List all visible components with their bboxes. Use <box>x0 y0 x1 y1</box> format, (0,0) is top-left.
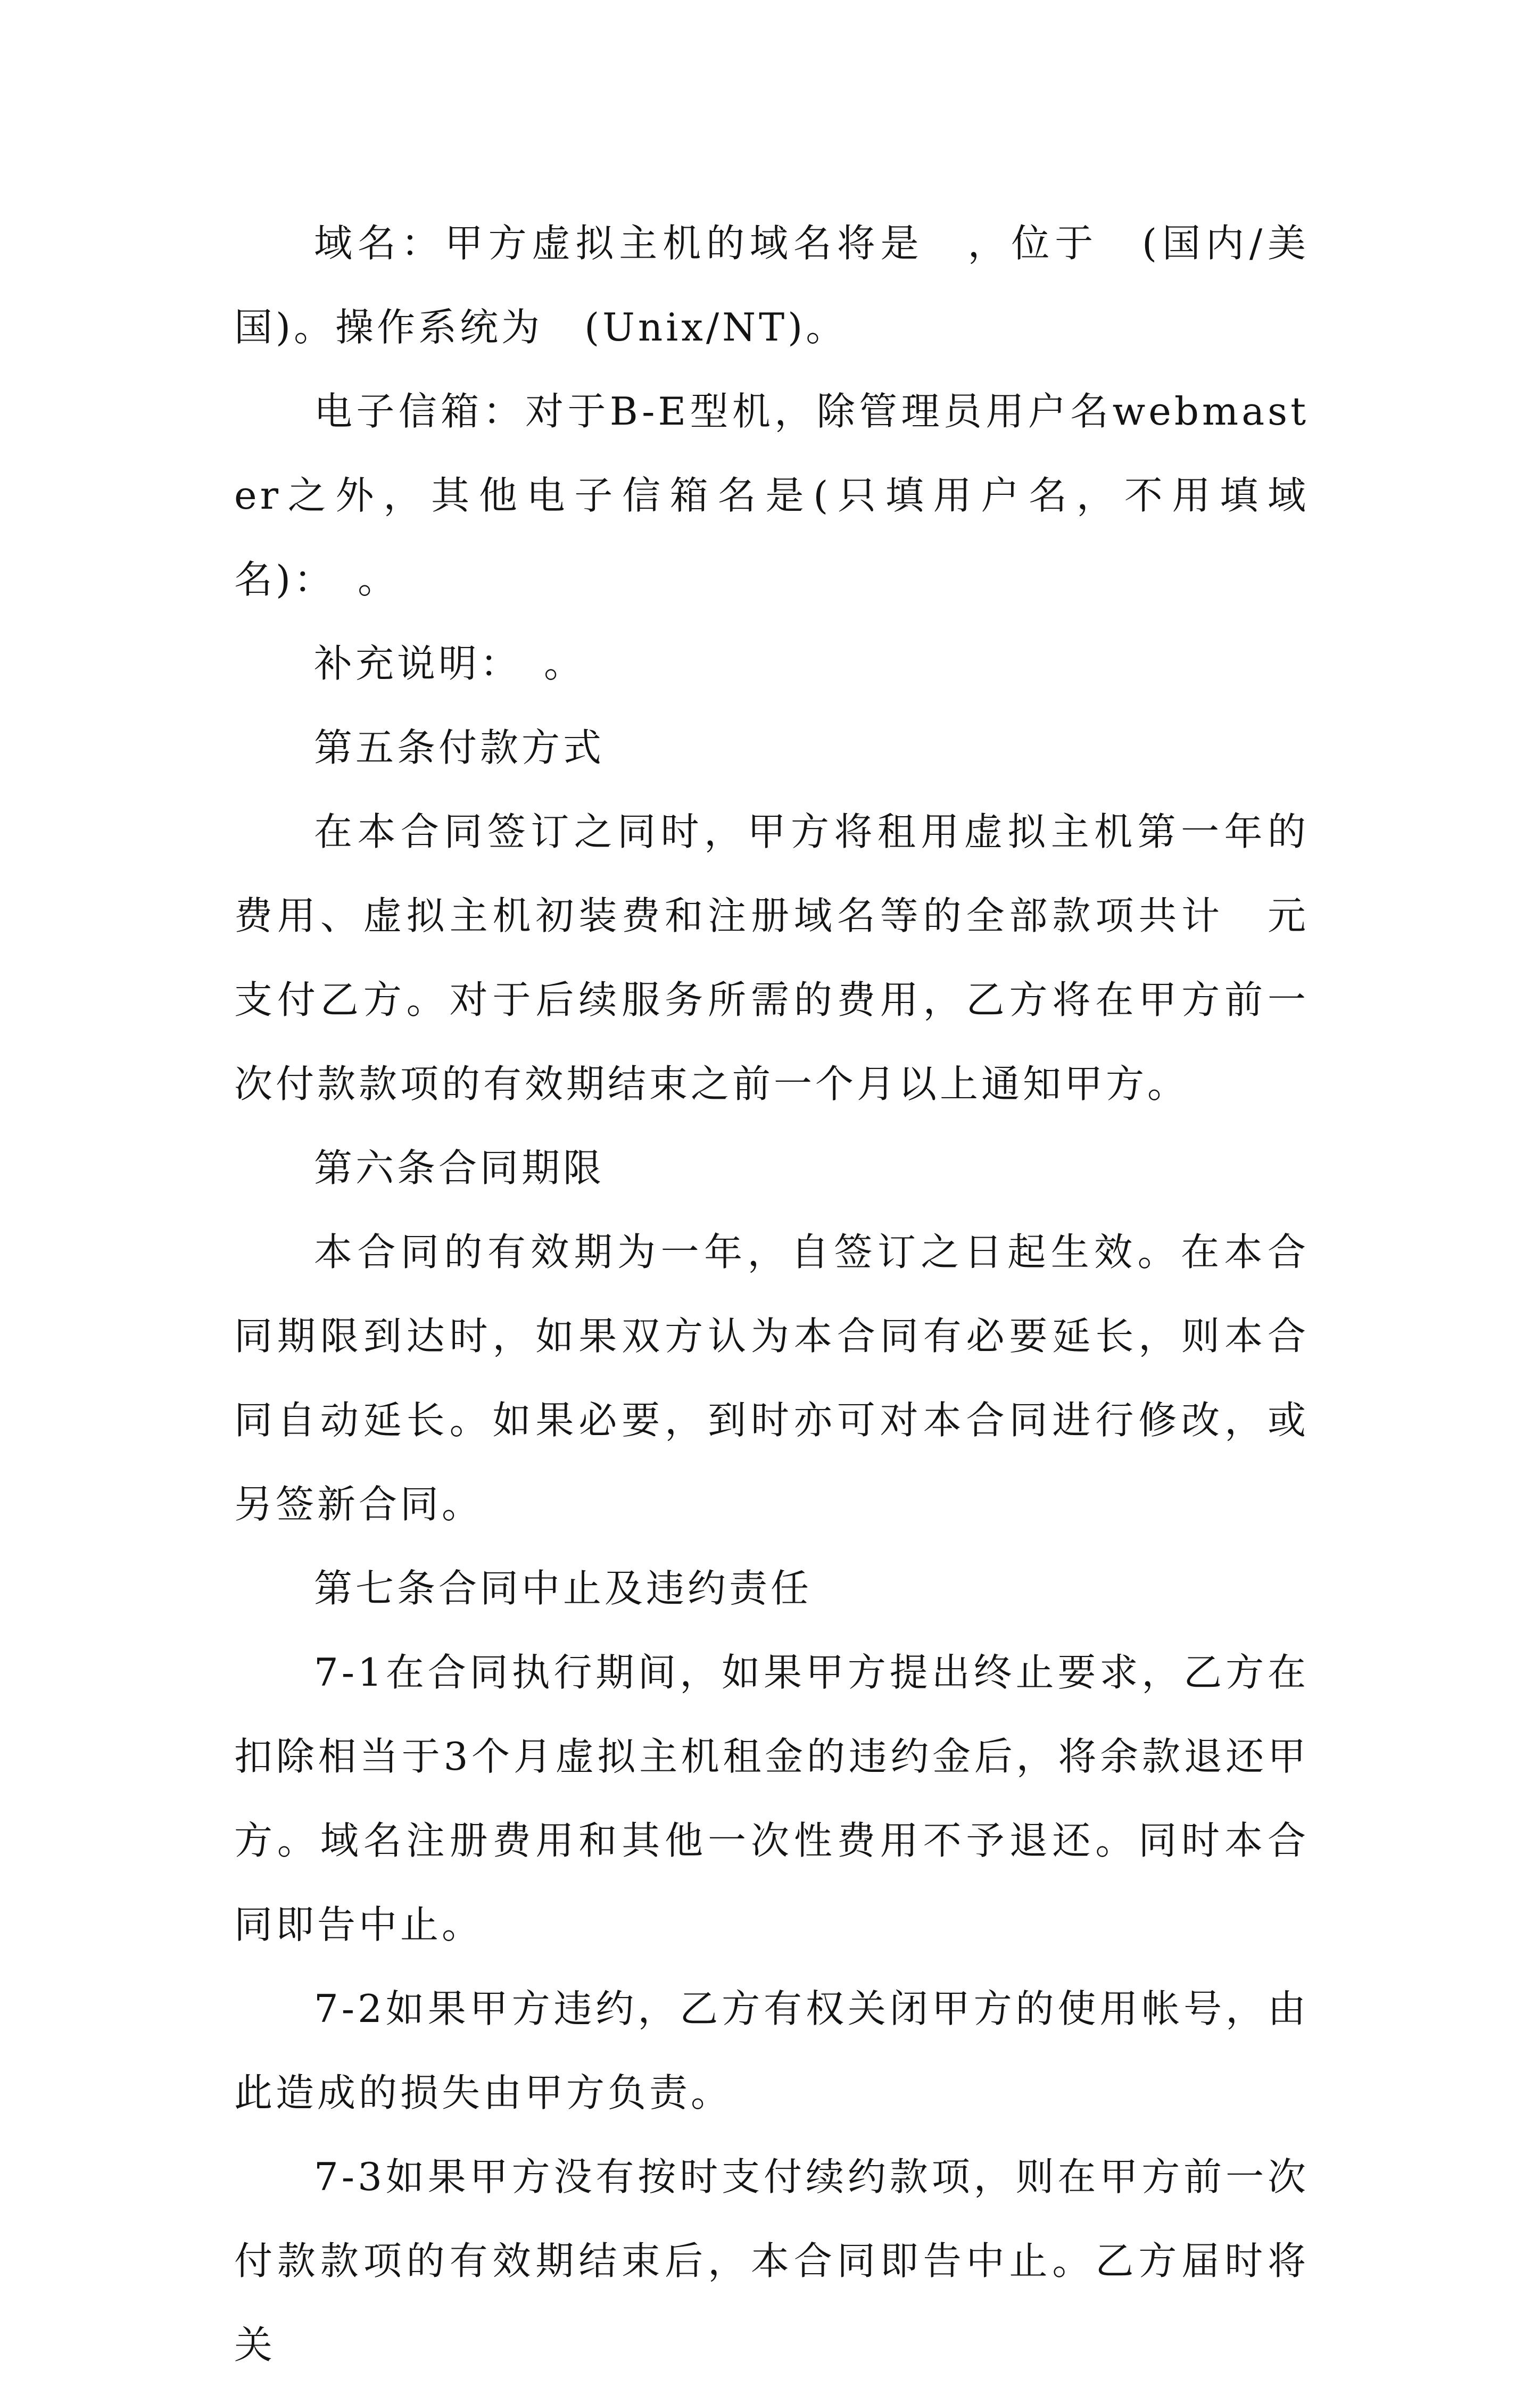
paragraph-email: 电子信箱：对于B-E型机，除管理员用户名webmaster之外，其他电子信箱名是(只填用户名，不用填域名)： 。 <box>234 389 1309 602</box>
heading-article-6: 第六条合同期限 <box>314 1146 605 1190</box>
heading-article-7: 第七条合同中止及违约责任 <box>314 1566 813 1611</box>
document-body <box>234 201 1309 2387</box>
paragraph-term: 本合同的有效期为一年，自签订之日起生效。在本合同期限到达时，如果双方认为本合同有必要延长，则本合同自动延长。如果必要，到时亦可对本合同进行修改，或另签新合同。 <box>234 1230 1309 1527</box>
paragraph-payment: 在本合同签订之同时，甲方将租用虚拟主机第一年的费用、虚拟主机初装费和注册域名等的全部款项共计 元支付乙方。对于后续服务所需的费用，乙方将在甲方前一次付款款项的有效期结束之前一个月以上通知甲方。 <box>234 809 1309 1106</box>
heading-article-5: 第五条付款方式 <box>314 725 605 770</box>
paragraph-supplement: 补充说明： 。 <box>314 641 586 686</box>
clause-7-2: 7-2如果甲方违约，乙方有权关闭甲方的使用帐号，由此造成的损失由甲方负责。 <box>234 1986 1309 2115</box>
clause-7-3: 7-3如果甲方没有按时支付续约款项，则在甲方前一次付款款项的有效期结束后，本合同即告中止。乙方届时将关 <box>234 2154 1309 2367</box>
clause-7-1: 7-1在合同执行期间，如果甲方提出终止要求，乙方在扣除相当于3个月虚拟主机租金的违约金后，将余款退还甲方。域名注册费用和其他一次性费用不予退还。同时本合同即告中止。 <box>234 1650 1309 1947</box>
paragraph-domain: 域名：甲方虚拟主机的域名将是 ，位于 (国内/美国)。操作系统为 (Unix/NT)。 <box>234 221 1309 350</box>
